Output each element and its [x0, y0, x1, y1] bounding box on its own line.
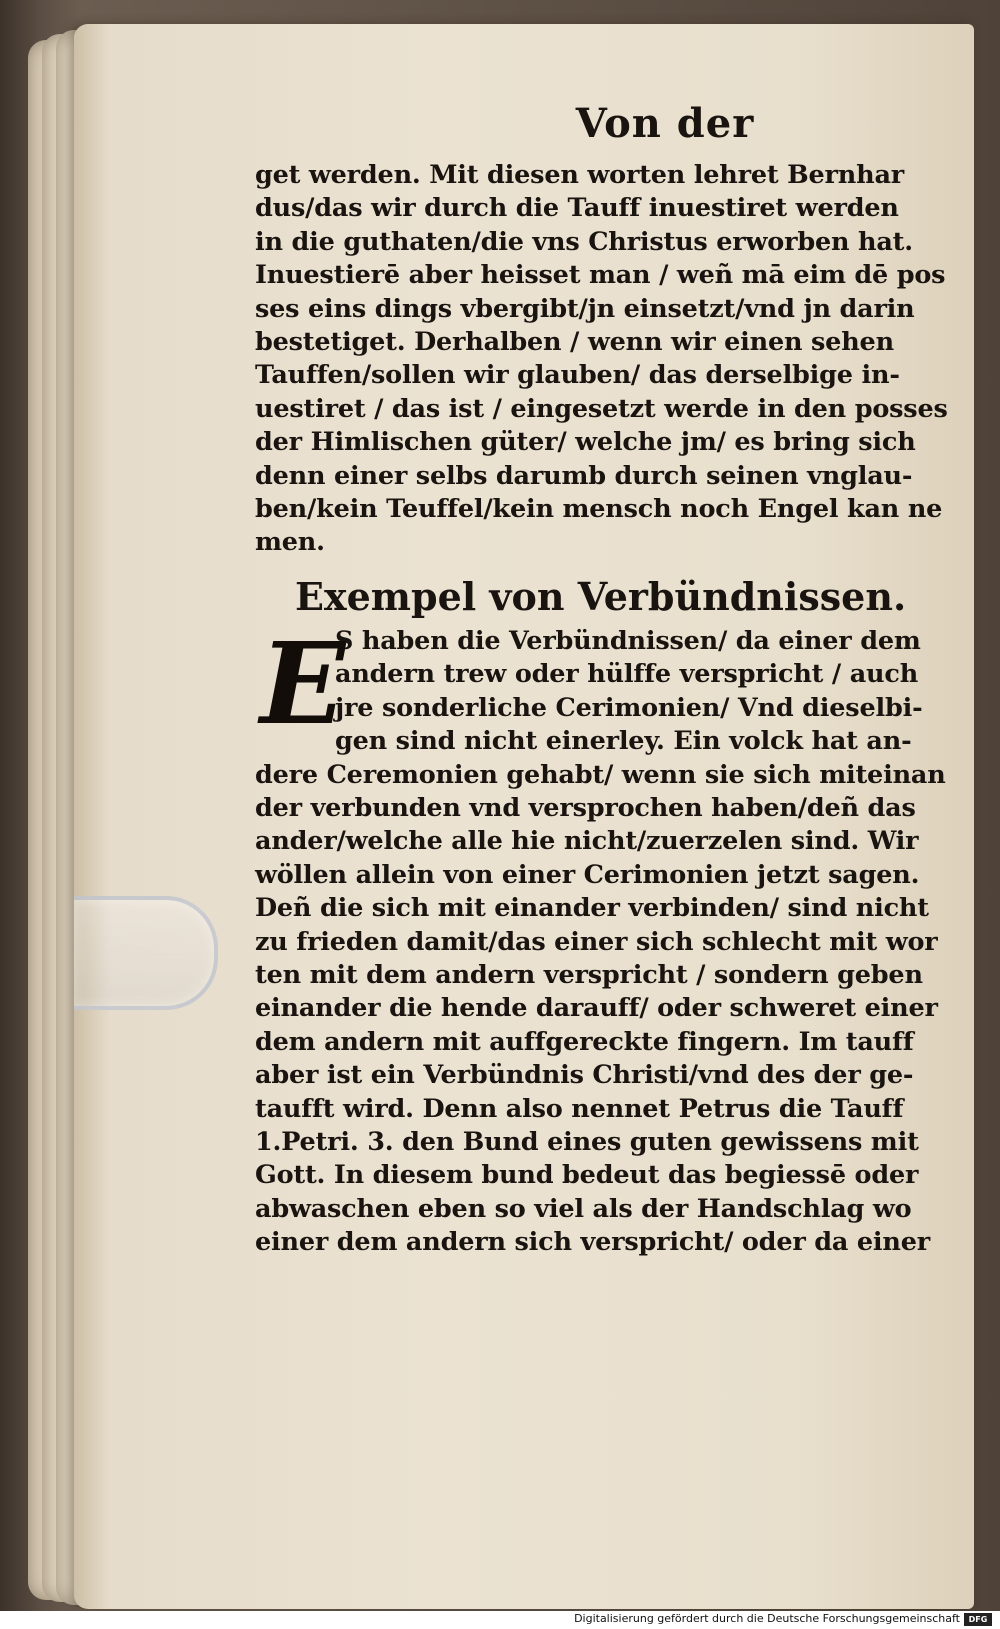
text-line: abwaschen eben so viel als der Handschlag wo [255, 1193, 912, 1224]
page-text [255, 100, 955, 1260]
text-line: aber ist ein Verbündnis Christi/vnd des der ge- [255, 1060, 914, 1091]
text-line: Inuestierē aber heisset man / weñ mā eim dē pos [255, 260, 946, 291]
text-line: gen sind nicht einerley. Ein volck hat an- [335, 726, 912, 757]
text-line: ses eins dings vbergibt/jn einsetzt/vnd jn darin [255, 293, 915, 324]
footer-bar [0, 1611, 1000, 1629]
text-line: dus/das wir durch die Tauff inuestiret werden [255, 193, 899, 224]
text-line: ten mit dem andern verspricht / sondern geben [255, 959, 923, 990]
text-line: Gott. In diesem bund bedeut das begiessē oder [255, 1160, 919, 1191]
text-line: Deñ die sich mit einander verbinden/ sind nicht [255, 893, 929, 924]
text-line: dem andern mit auffgereckte fingern. Im tauff [255, 1026, 914, 1057]
text-line: S haben die Verbündnissen/ da einer dem [335, 625, 921, 656]
text-line: jre sonderliche Cerimonien/ Vnd dieselbi- [335, 692, 923, 723]
text-line: denn einer selbs darumb durch seinen vnglau- [255, 460, 913, 491]
text-line: men. [255, 527, 325, 558]
text-line: der Himlischen güter/ welche jm/ es bring sich [255, 427, 916, 458]
text-line: uestiret / das ist / eingesetzt werde in den posses [255, 393, 948, 424]
text-line: dere Ceremonien gehabt/ wenn sie sich miteinan [255, 759, 946, 790]
text-line: andern trew oder hülffe verspricht / auch [335, 659, 919, 690]
paragraph-1 [255, 159, 955, 560]
text-line: ben/kein Teuffel/kein mensch noch Engel kan ne [255, 494, 943, 525]
text-line: 1.Petri. 3. den Bund eines guten gewissens mit [255, 1126, 919, 1157]
text-line: der verbunden vnd versprochen haben/deñ das [255, 792, 916, 823]
text-line: einander die hende darauff/ oder schweret einer [255, 993, 938, 1024]
text-line: Tauffen/sollen wir glauben/ das derselbige in- [255, 360, 900, 391]
footer-credit: Digitalisierung gefördert durch die Deutsche Forschungsgemeinschaft [574, 1612, 960, 1625]
text-line: zu frieden damit/das einer sich schlecht mit wor [255, 926, 938, 957]
paragraph-2 [255, 618, 955, 1260]
section-heading: Exempel von Verbündnissen. [295, 573, 907, 619]
text-line: einer dem andern sich verspricht/ oder da einer [255, 1227, 930, 1258]
text-line: taufft wird. Denn also nennet Petrus die Tauff [255, 1093, 904, 1124]
text-line: wöllen allein von einer Cerimonien jetzt sagen. [255, 859, 920, 890]
text-line: get werden. Mit diesen worten lehret Bernhar [255, 160, 905, 190]
initial-letter: E [260, 618, 346, 750]
text-line: ander/welche alle hie nicht/zuerzelen sind. Wir [255, 826, 919, 857]
running-head: Von der [575, 100, 755, 147]
text-line: in die guthaten/die vns Christus erworben hat. [255, 226, 913, 257]
text-line: bestetiget. Derhalben / wenn wir einen sehen [255, 327, 894, 358]
dfg-logo: DFG [964, 1613, 992, 1626]
page-clip [74, 896, 218, 1010]
